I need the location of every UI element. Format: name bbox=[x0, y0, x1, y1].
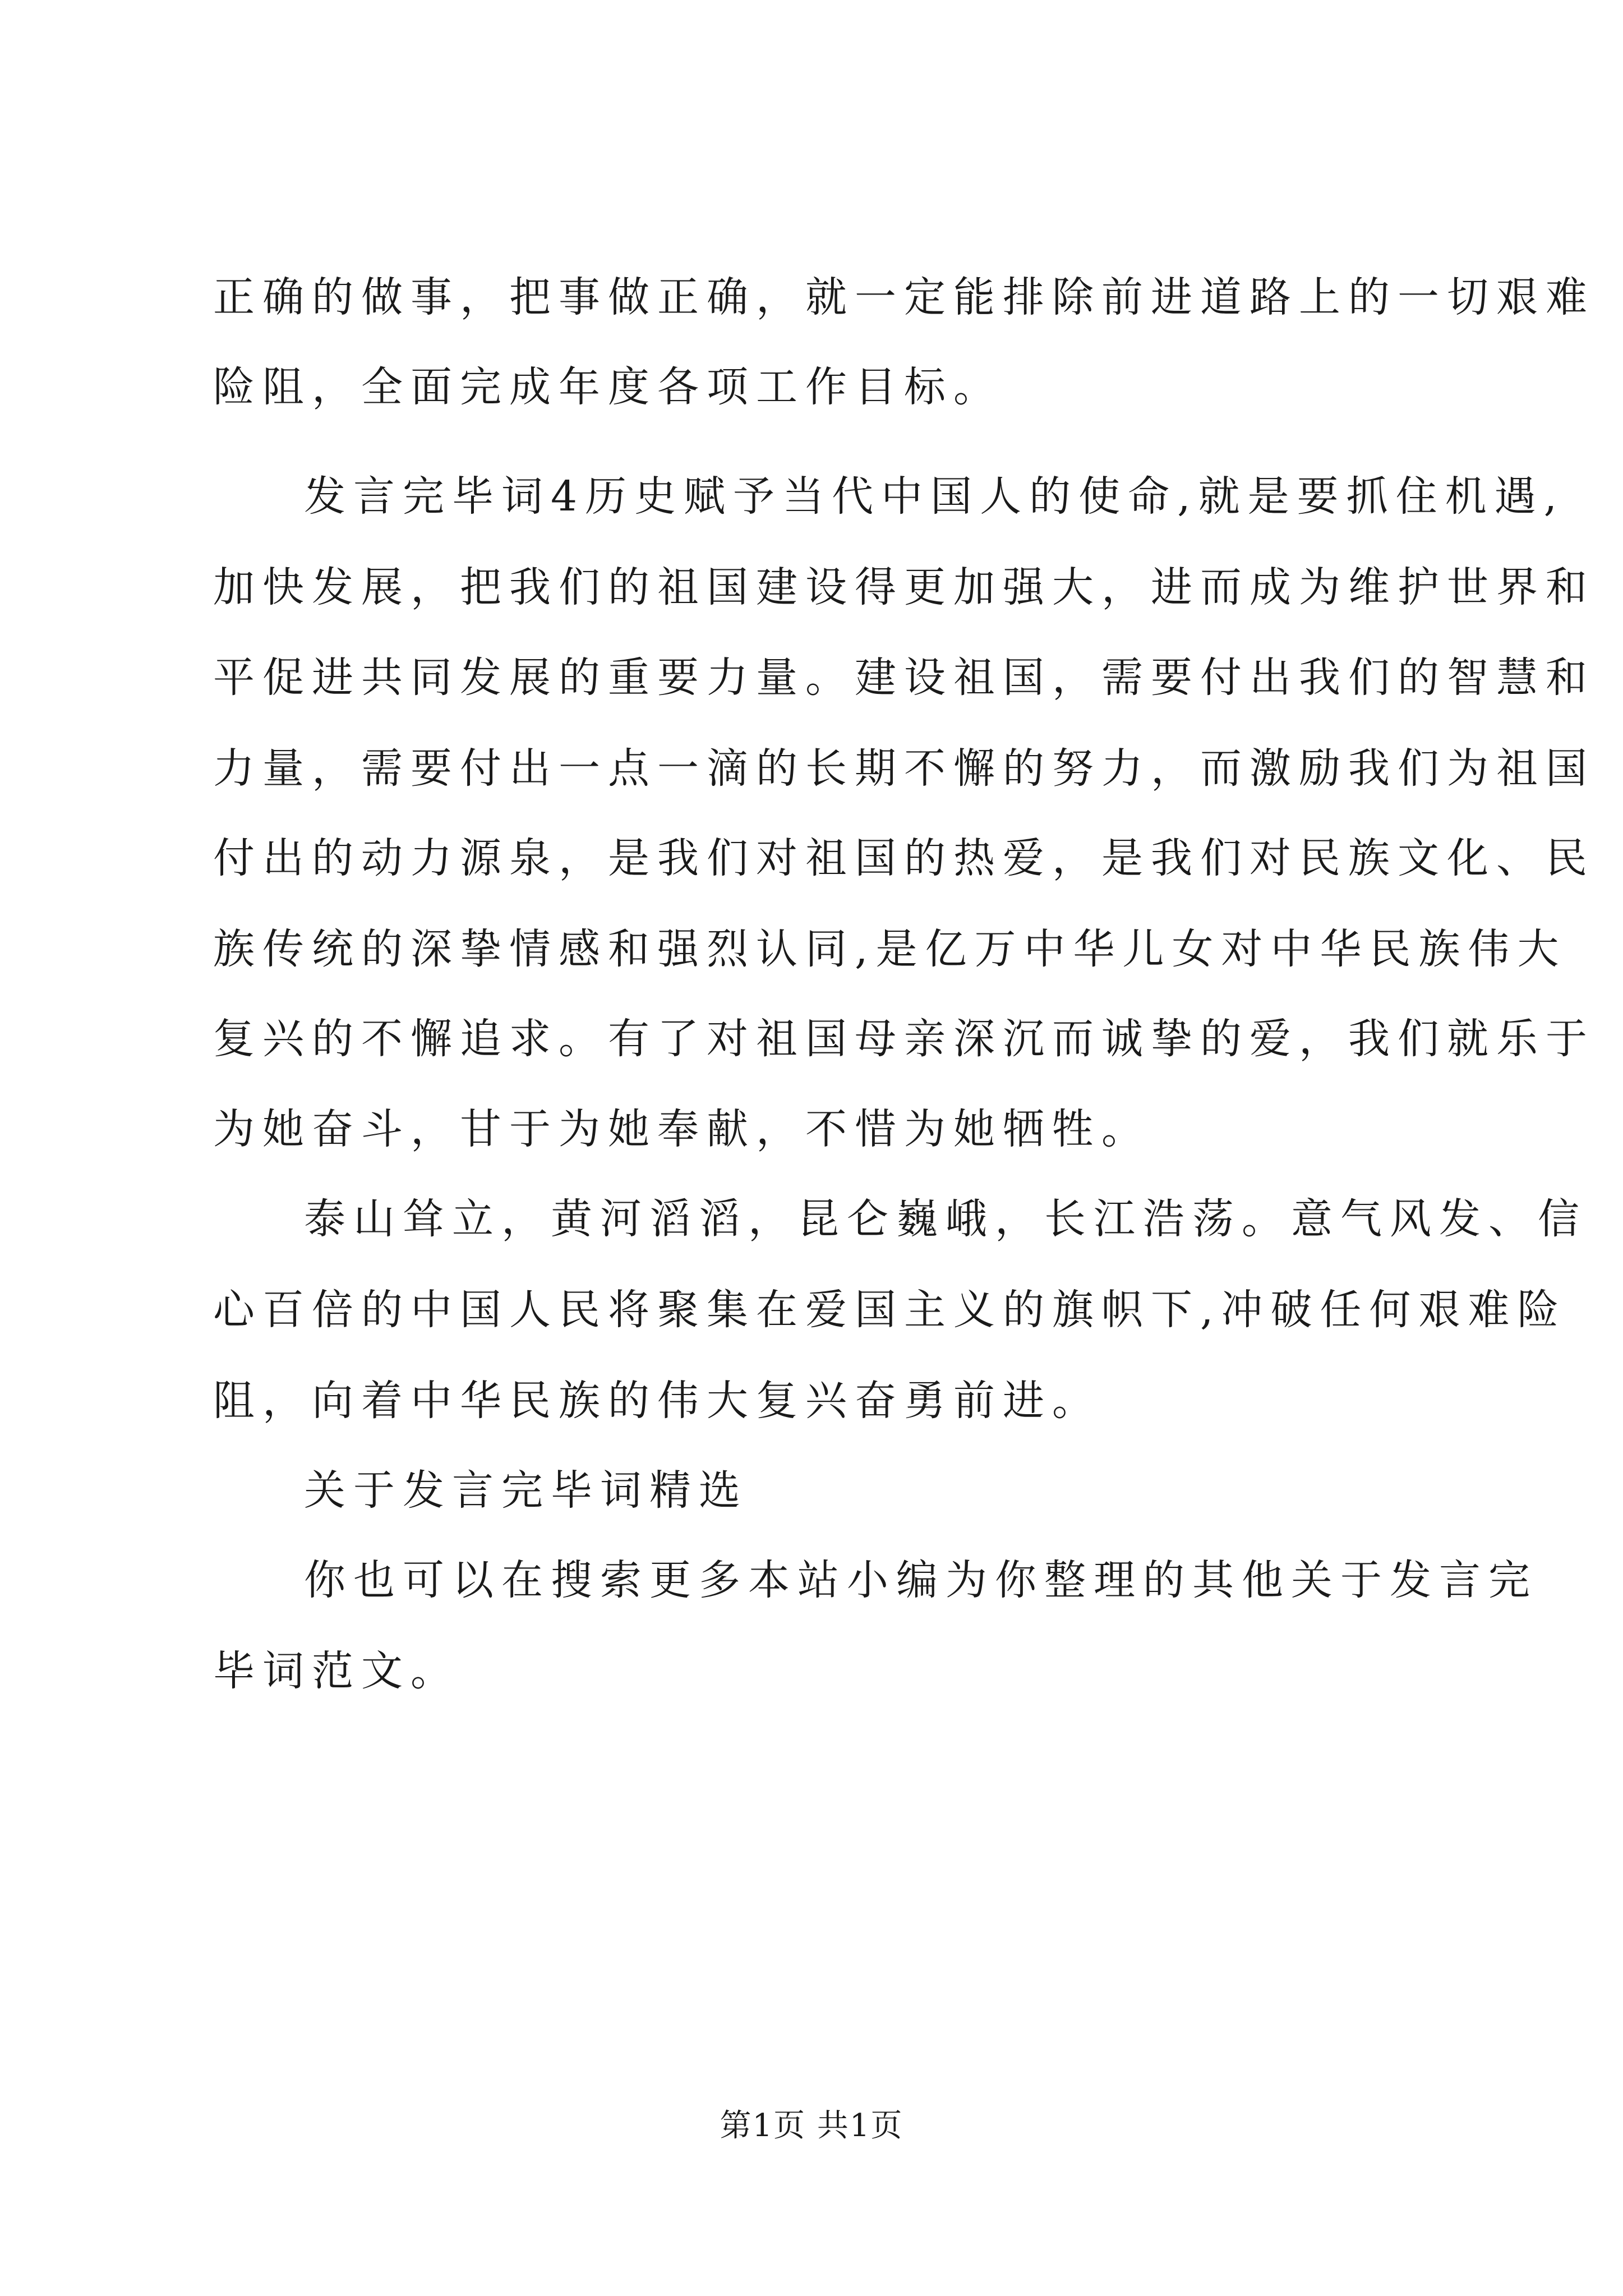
paragraph-line: 平促进共同发展的重要力量。建设祖国，需要付出我们的智慧和 bbox=[213, 654, 1595, 702]
section-heading: 关于发言完毕词精选 bbox=[304, 1466, 748, 1515]
paragraph-line: 泰山耸立，黄河滔滔，昆仑巍峨，长江浩荡。意气风发、信 bbox=[304, 1195, 1587, 1243]
page-footer: 第1页 共1页 bbox=[720, 2108, 903, 2144]
paragraph-line: 毕词范文。 bbox=[213, 1647, 460, 1695]
paragraph-line: 加快发展，把我们的祖国建设得更加强大，进而成为维护世界和 bbox=[213, 563, 1595, 611]
paragraph-line: 发言完毕词4历史赋予当代中国人的使命,就是要抓住机遇, bbox=[304, 472, 1565, 521]
paragraph-line: 心百倍的中国人民将聚集在爱国主义的旗帜下,冲破任何艰难险 bbox=[213, 1286, 1567, 1334]
paragraph-line: 为她奋斗，甘于为她奉献，不惜为她牺牲。 bbox=[213, 1105, 1151, 1153]
paragraph-line: 险阻，全面完成年度各项工作目标。 bbox=[213, 363, 1003, 411]
paragraph-line: 阻，向着中华民族的伟大复兴奋勇前进。 bbox=[213, 1377, 1101, 1425]
paragraph-line: 付出的动力源泉，是我们对祖国的热爱，是我们对民族文化、民 bbox=[213, 834, 1595, 882]
paragraph-line: 力量，需要付出一点一滴的长期不懈的努力，而激励我们为祖国 bbox=[213, 744, 1595, 793]
paragraph-line: 你也可以在搜索更多本站小编为你整理的其他关于发言完 bbox=[304, 1556, 1538, 1604]
paragraph-line: 正确的做事，把事做正确，就一定能排除前进道路上的一切艰难 bbox=[213, 273, 1595, 321]
paragraph-line: 族传统的深挚情感和强烈认同,是亿万中华儿女对中华民族伟大 bbox=[213, 925, 1567, 973]
paragraph-line: 复兴的不懈追求。有了对祖国母亲深沉而诚挚的爱，我们就乐于 bbox=[213, 1015, 1595, 1063]
